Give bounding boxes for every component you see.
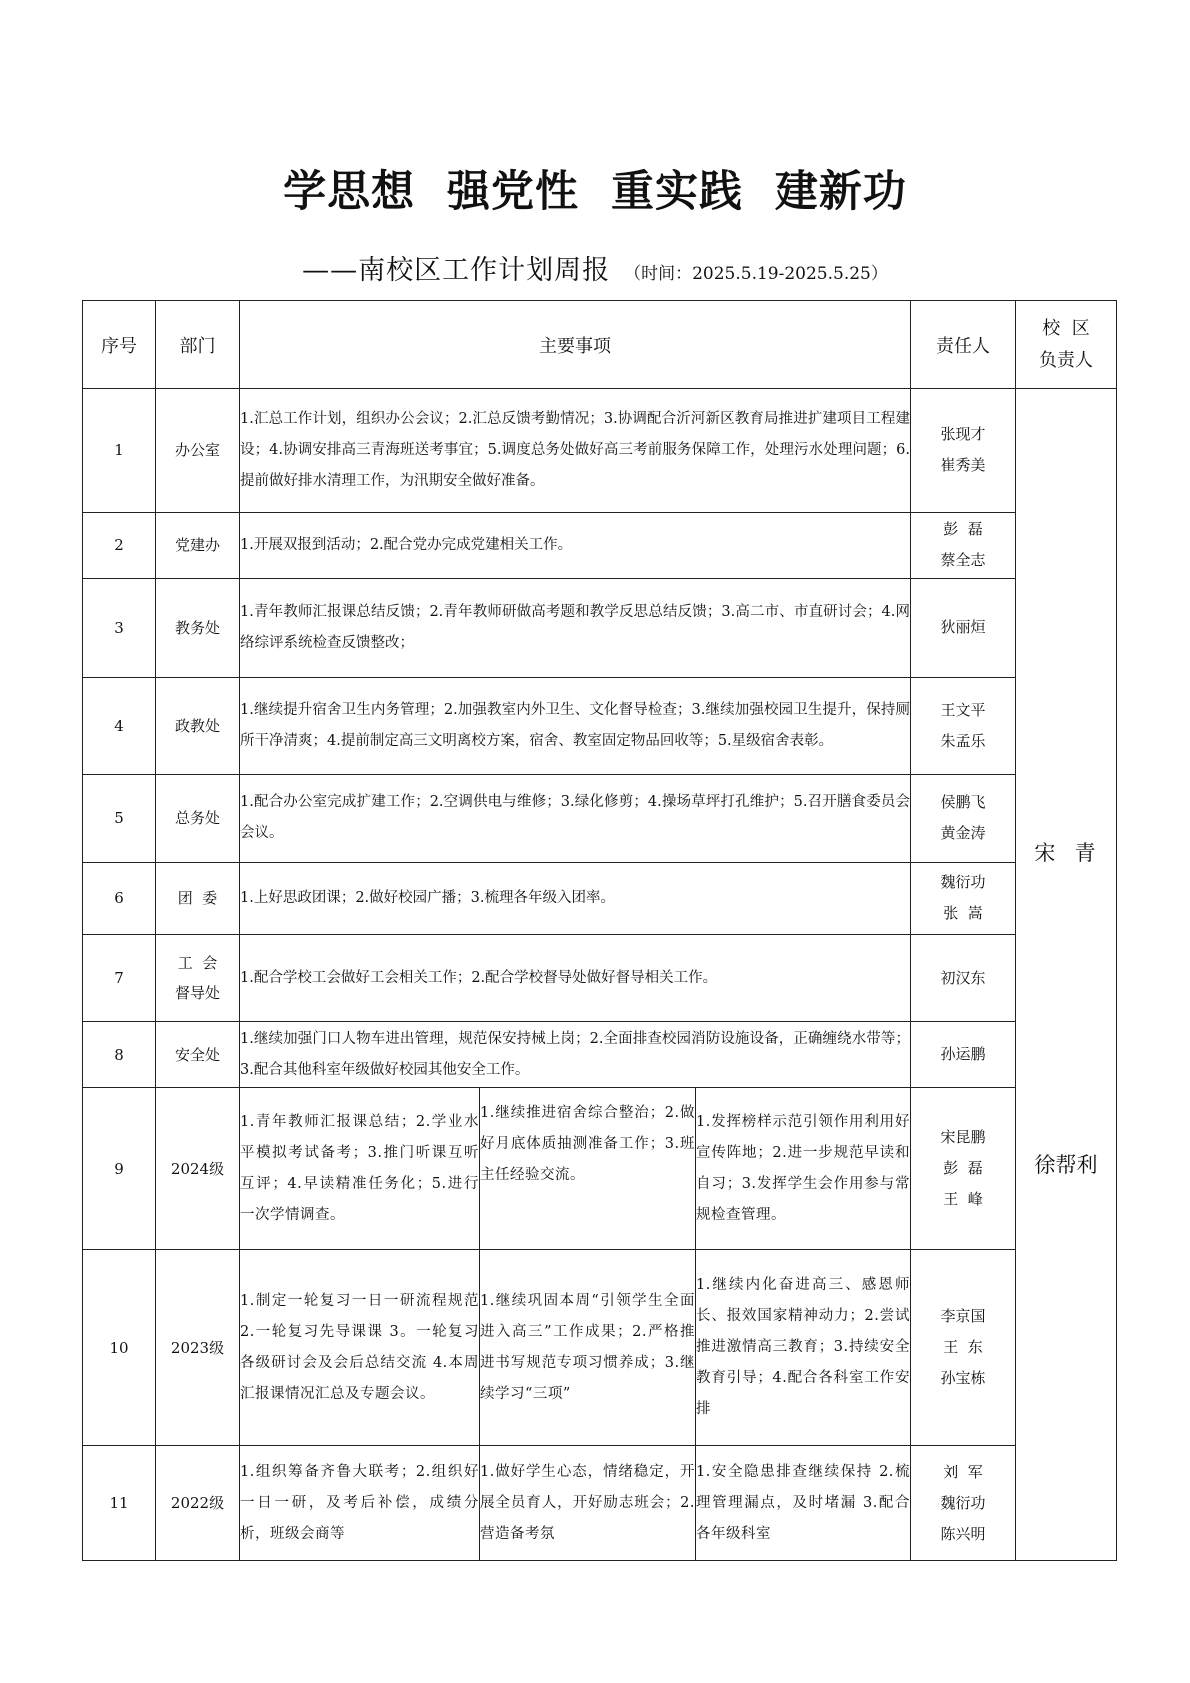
date-range: （时间：2025.5.19-2025.5.25） [624,264,888,284]
person-name: 蔡全志 [940,551,986,570]
row-number: 4 [83,677,156,774]
row-department: 2022级 [156,1446,240,1561]
row-items: 1.上好思政团课；2.做好校园广播；3.梳理各年级入团率。 [240,862,911,934]
person-name: 初汉东 [940,968,986,987]
table-row [83,862,1117,934]
row-department: 教务处 [156,578,240,677]
row-number: 2 [83,512,156,578]
row-department: 团 委 [156,862,240,934]
header-dept: 部门 [156,301,240,389]
page-title: 学思想 强党性 重实践 建新功 [283,167,907,217]
header-leader [1016,301,1117,389]
department-line: 工 会 [177,954,218,973]
person-name: 崔秀美 [940,456,986,475]
row-sub-items-teaching: 1.青年教师汇报课总结；2.学业水平模拟考试备考；3.推门听课互听互评；4.早读精准任务化；5.进行一次学情调查。 [240,1088,480,1250]
row-items: 1.配合办公室完成扩建工作；2.空调供电与维修；3.绿化修剪；4.操场草坪打孔维护；5.召开膳食委员会会议。 [240,774,911,862]
person-name: 魏衍功 [940,1493,986,1512]
row-persons [911,1446,1016,1561]
row-persons [911,862,1016,934]
person-name: 李京国 [940,1307,986,1326]
person-name: 王 峰 [943,1190,983,1209]
row-department: 办公室 [156,389,240,513]
person-name: 张 嵩 [943,904,983,923]
table-row [83,578,1117,677]
leader-name-1: 宋 青 [1034,841,1098,865]
row-number: 11 [83,1446,156,1561]
row-persons [911,512,1016,578]
table-row [83,1250,1117,1446]
row-number: 7 [83,934,156,1022]
table-row [83,389,1117,513]
row-persons [911,774,1016,862]
person-name: 张现才 [940,425,986,444]
row-number: 3 [83,578,156,677]
row-items: 1.汇总工作计划，组织办公会议；2.汇总反馈考勤情况；3.协调配合沂河新区教育局推进扩建项目工程建设；4.协调安排高三青海班送考事宜；5.调度总务处做好高三考前服务保障工作，处理污水处理问题；6.提前做好排水清理工作，为汛期安全做好准备。 [240,389,911,513]
person-name: 孙运鹏 [940,1045,986,1064]
row-sub-items-student: 1.继续内化奋进高三、感恩师长、报效国家精神动力；2.尝试推进激情高三教育；3.持续安全教育引导；4.配合各科室工作安排 [696,1250,911,1446]
table-row [83,1022,1117,1088]
header-num: 序号 [83,301,156,389]
row-persons [911,1250,1016,1446]
row-items: 1.青年教师汇报课总结反馈；2.青年教师研做高考题和教学反思总结反馈；3.高二市、市直研讨会；4.网络综评系统检查反馈整改； [240,578,911,677]
person-name: 彭 磊 [943,520,983,539]
row-sub-items-management: 1.继续巩固本周“引领学生全面进入高三”工作成果；2.严格推进书写规范专项习惯养成；3.继续学习“三项” [480,1250,696,1446]
person-name: 侯鹏飞 [940,793,986,812]
row-items: 1.继续提升宿舍卫生内务管理；2.加强教室内外卫生、文化督导检查；3.继续加强校园卫生提升，保持厕所干净清爽；4.提前制定高三文明离校方案，宿舍、教室固定物品回收等；5.星级宿舍表彰。 [240,677,911,774]
row-number: 1 [83,389,156,513]
table-header-row [83,301,1117,389]
subtitle [0,248,1190,287]
row-persons [911,578,1016,677]
campus-leader-cell [1016,389,1117,1561]
row-department: 党建办 [156,512,240,578]
header-items: 主要事项 [240,301,911,389]
person-name: 陈兴明 [940,1524,986,1543]
row-persons [911,1088,1016,1250]
table-row [83,1088,1117,1250]
row-sub-items-student: 1.发挥榜样示范引领作用利用好宣传阵地；2.进一步规范早读和自习；3.发挥学生会作用参与常规检查管理。 [696,1088,911,1250]
row-sub-items-student: 1.安全隐患排查继续保持 2.梳理管理漏点，及时堵漏 3.配合各年级科室 [696,1446,911,1561]
work-plan-table [82,300,1117,1561]
row-persons [911,677,1016,774]
row-department: 2023级 [156,1250,240,1446]
row-items: 1.开展双报到活动；2.配合党办完成党建相关工作。 [240,512,911,578]
row-department: 总务处 [156,774,240,862]
row-number: 5 [83,774,156,862]
row-number: 8 [83,1022,156,1088]
table-row [83,934,1117,1022]
table-row [83,677,1117,774]
person-name: 刘 军 [943,1462,983,1481]
row-persons [911,934,1016,1022]
person-name: 王文平 [940,700,986,719]
header-person: 责任人 [911,301,1016,389]
table-row [83,774,1117,862]
header-leader-line2: 负责人 [1039,349,1094,371]
person-name: 宋昆鹏 [940,1128,986,1147]
table-row [83,512,1117,578]
row-items: 1.继续加强门口人物车进出管理，规范保安持械上岗；2.全面排查校园消防设施设备，正确缠绕水带等；3.配合其他科室年级做好校园其他安全工作。 [240,1022,911,1088]
person-name: 狄丽烜 [940,618,986,637]
row-persons [911,389,1016,513]
department-line: 督导处 [174,984,220,1003]
row-items: 1.配合学校工会做好工会相关工作；2.配合学校督导处做好督导相关工作。 [240,934,911,1022]
person-name: 黄金涛 [940,824,986,843]
leader-name-2: 徐帮利 [1034,1153,1098,1177]
row-department [156,934,240,1022]
header-leader-line1: 校 区 [1042,317,1090,339]
row-sub-items-teaching: 1.组织筹备齐鲁大联考；2.组织好一日一研，及考后补偿，成绩分析，班级会商等 [240,1446,480,1561]
row-sub-items-management: 1.继续推进宿舍综合整治；2.做好月底体质抽测准备工作；3.班主任经验交流。 [480,1088,696,1250]
row-number: 9 [83,1088,156,1250]
row-department: 2024级 [156,1088,240,1250]
subtitle-text: ——南校区工作计划周报 [302,255,611,286]
person-name: 彭 磊 [943,1159,983,1178]
row-department: 安全处 [156,1022,240,1088]
person-name: 魏衍功 [940,873,986,892]
row-number: 10 [83,1250,156,1446]
table-row [83,1446,1117,1561]
row-sub-items-management: 1.做好学生心态，情绪稳定，开展全员育人，开好励志班会；2.营造备考氛 [480,1446,696,1561]
row-department: 政教处 [156,677,240,774]
row-sub-items-teaching: 1.制定一轮复习一日一研流程规范 2.一轮复习先导课课 3。一轮复习各级研讨会及会后总结交流 4.本周汇报课情况汇总及专题会议。 [240,1250,480,1446]
person-name: 孙宝栋 [940,1369,986,1388]
person-name: 朱孟乐 [940,731,986,750]
row-number: 6 [83,862,156,934]
person-name: 王 东 [943,1338,983,1357]
row-persons [911,1022,1016,1088]
